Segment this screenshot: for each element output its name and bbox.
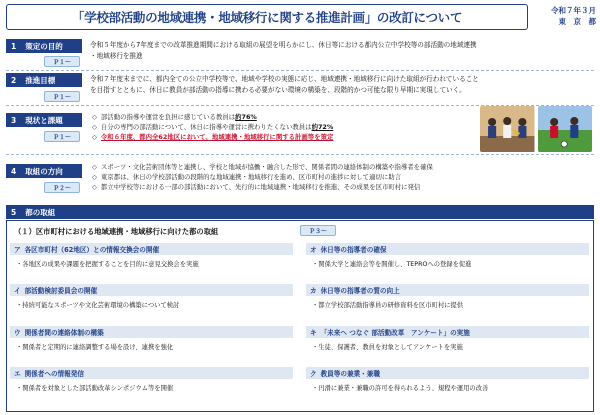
list-item: ◇ 東京都は、休日の学校部活動の段階的な地域連携・地域移行を進め、区市町村の進捗に対して適切に助言 [92,173,402,182]
measure-body: ・関係者と定期的に連絡調整する場を設け、連携を強化 [16,344,174,351]
section-number: 3 [11,115,17,125]
date-block [534,5,596,27]
measure-item-a [10,243,293,269]
measure-item-ka [306,284,589,310]
measure-body: ・各地区の成果や課題を把握することを目的に意見交換会を実施 [16,261,199,268]
diamond-bullet-icon: ◇ [92,133,97,142]
section-goal-label [6,73,82,87]
list-item [92,132,333,142]
issuer-line: 東 京 都 [558,17,596,26]
section-number: 2 [11,75,17,85]
section-title: 推進目標 [25,75,56,85]
list-item: ◇ 部活動の指導や運営を負担に感じている教員は約76% [92,113,257,121]
purpose-line: ・地域移行を推進 [90,51,143,60]
list-item: ◇ スポーツ・文化芸術団体等と連携し、学校と地域が協働・融合した形で、関係者間の連絡体制の構築や指導者を確保 [92,163,433,171]
highlight-text: 令和６年度、都内全62地区において、地域連携・地域移行に関する計画等を策定 [100,133,334,142]
measures-subhead: （１）区市町村における地域連携・地域移行に向けた都の取組 [14,227,219,236]
diamond-bullet-icon: ◇ [92,183,97,192]
section-status-label [6,113,82,127]
section-title: 取組の方向 [25,166,63,176]
diamond-bullet-icon: ◇ [92,173,97,182]
page-ref-pill: Ｐ１～ [44,91,80,102]
page-title: 「学校部活動の地域連携・地域移行に関する推進計画」の改訂について [6,4,528,30]
section-number: 4 [11,166,17,176]
list-item: ◇ 自分の専門の部活動について、休日に指導や運営に携わりたくない教員は約72% [92,123,334,132]
direction-bullets [92,162,433,193]
page-ref-pill: Ｐ３～ [300,225,336,236]
goal-line: 令和７年度末までに、都内全ての公立中学校等で、地域や学校の実態に応じ、地域連携・地域移行に向けた取組が行われていること [90,75,479,83]
measure-title: ウ 関係者間の連絡体制の構築 [10,326,293,338]
measure-body: ・持続可能なスポーツや文化芸術環境の構築について検討 [16,302,180,309]
photo-strip [480,106,592,152]
purpose-line: 令和５年度から7年度までの改革推進期間における取組の展望を明らかにし、休日等における都内公立中学校等の部活動の地域連携 [90,41,477,49]
measure-item-u [10,326,293,352]
purpose-text [90,40,477,61]
measure-title: ア 各区市町村（62地区）との情報交換会の開催 [10,243,293,255]
section-measures-bar [6,205,594,219]
page-ref-pill: Ｐ２～ [44,182,80,193]
diamond-bullet-icon: ◇ [92,123,97,132]
stat-value: 約76% [235,113,257,121]
stat-value: 約72% [311,123,334,132]
diamond-bullet-icon: ◇ [92,113,97,121]
measure-item-ki [306,326,589,352]
section-measures-label [11,205,55,219]
measure-item-i [10,284,293,310]
measure-body: ・都立学校部活動指導員の研修資料を区市町村に提供 [312,302,464,309]
page-ref-pill: Ｐ１～ [44,56,80,67]
measure-title: キ 「未来へ つなぐ 部活動改革 アンケート」の実施 [306,326,589,338]
measure-title: エ 関係者への情報発信 [10,367,293,379]
measure-item-e [10,367,293,393]
section-title: 策定の目的 [25,41,63,51]
page-ref-pill: Ｐ１～ [44,131,80,142]
measure-item-ku [306,367,589,393]
measure-body: ・円滑に兼業・兼職の許可を得られるよう、規程や運用の改善 [312,385,489,392]
section-number: 1 [11,41,17,51]
measure-body: ・関係大学と連絡会等を開催し、TEPROへの登録を促進 [312,261,472,268]
goal-line: を目指すとともに、休日に教員が部活動の指導に携わる必要がない環境の構築を、段階的かつ可能な限り早期に実現していく。 [90,85,466,94]
divider [6,70,594,71]
section-title: 都の取組 [25,207,56,217]
diamond-bullet-icon: ◇ [92,163,97,171]
divider [6,154,594,155]
measure-item-o [306,243,589,269]
section-purpose-label [6,39,82,53]
brass-band-photo [480,106,535,152]
section-number: 5 [11,207,17,217]
measure-title: オ 休日等の指導者の確保 [306,243,589,255]
list-item: ◇ 都立中学校等における一部の部活動において、先行的に地域連携・地域移行を推進、その成果を区市町村に発信 [92,183,421,192]
section-direction-label [6,164,82,178]
measure-body: ・生徒、保護者、教員を対象としてアンケートを実施 [312,344,463,351]
section-title: 現状と課題 [25,115,63,125]
status-bullets [92,112,333,143]
date-line: 令和７年３月 [551,6,596,15]
measure-title: イ 部活動検討委員会の開催 [10,284,293,296]
soccer-photo [538,106,593,152]
goal-text [90,74,479,95]
measure-title: ク 教員等の兼業・兼職 [306,367,589,379]
measure-body: ・関係者を対象とした部活動改革シンポジウム等を開催 [16,385,174,392]
measure-title: カ 休日等の指導者の質の向上 [306,284,589,296]
